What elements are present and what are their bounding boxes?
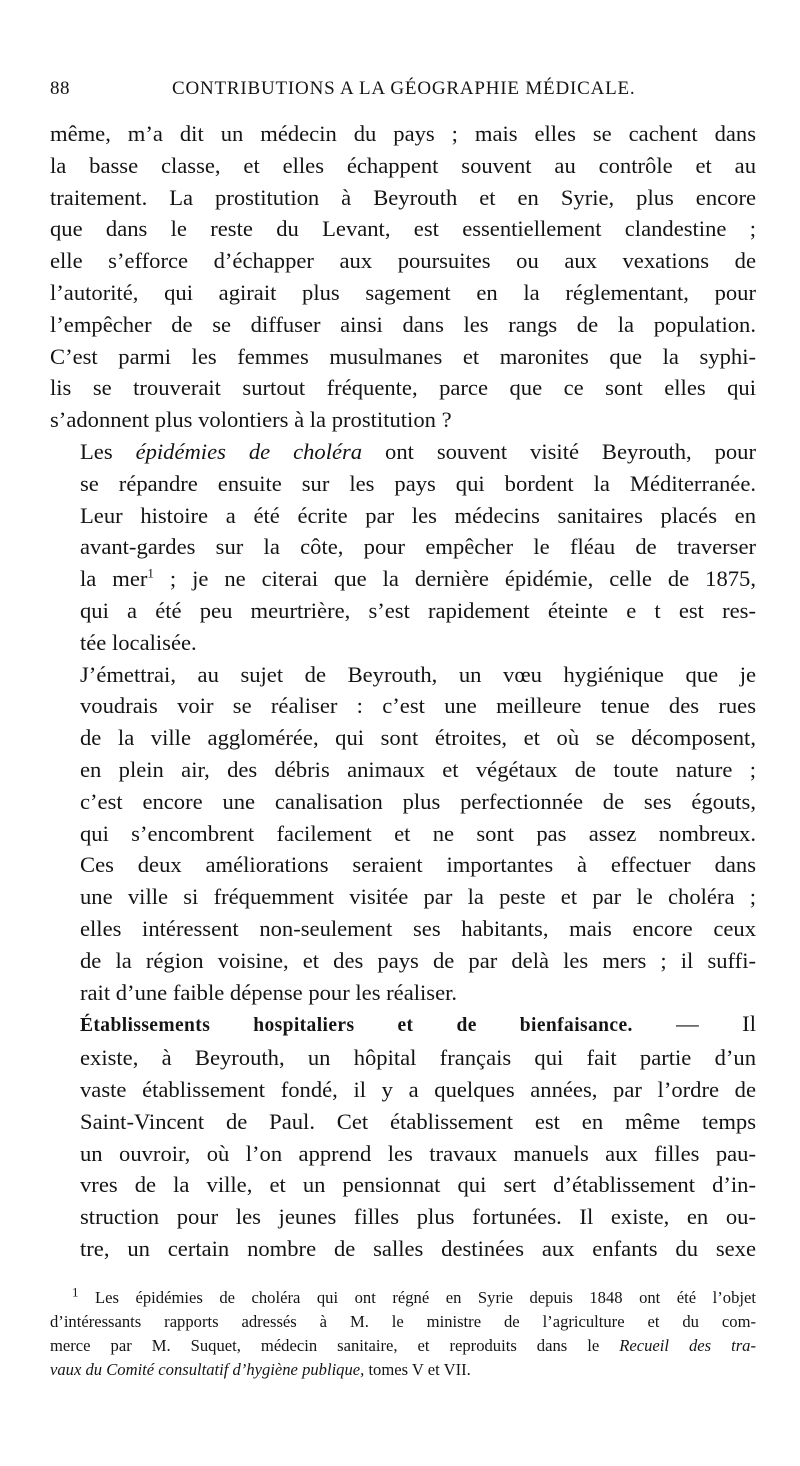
text-line: de la région voisine, et des pays de par delà les mers ; il suffi- — [80, 947, 756, 973]
text-fragment: ont souvent visité Beyrouth, pour — [362, 438, 757, 464]
text-line: lis se trouverait surtout fréquente, parce que ce sont elles qui — [50, 375, 756, 401]
page-number: 88 — [50, 78, 70, 99]
text-line — [50, 1008, 756, 1042]
paragraph-establishments — [50, 1008, 756, 1264]
text-line: la basse classe, et elles échappent souvent au contrôle et au — [50, 152, 756, 178]
footnote-line: d’intéressants rapports adressés à M. le ministre de l’agriculture et du com- — [50, 1312, 756, 1331]
text-line: voudrais voir se réaliser : c’est une meilleure tenue des rues — [80, 693, 756, 719]
text-line: un ouvroir, où l’on apprend les travaux manuels aux filles pau- — [80, 1140, 756, 1166]
text-line: que dans le reste du Levant, est essentiellement clandestine ; — [50, 216, 756, 242]
text-line: Ces deux améliorations seraient importantes à effectuer dans — [80, 852, 756, 878]
running-head — [50, 74, 756, 104]
footnote — [50, 1286, 756, 1382]
italic-citation: vaux du Comité consultatif d’hygiène publique, — [50, 1360, 365, 1379]
text-line: se répandre ensuite sur les pays qui bordent la Méditerranée. — [80, 470, 756, 496]
footnote-marker: 1 — [72, 1284, 79, 1300]
text-fragment: tomes V et VII. — [364, 1360, 471, 1379]
text-fragment: — Il — [632, 1011, 756, 1037]
text-line: tre, un certain nombre de salles destinées aux enfants du sexe — [80, 1235, 756, 1261]
text-line: J’émettrai, au sujet de Beyrouth, un vœu hygiénique que je — [80, 661, 756, 687]
text-line: même, m’a dit un médecin du pays ; mais elles se cachent dans — [50, 121, 756, 146]
footnote-line — [50, 1286, 756, 1310]
footnote-reference[interactable]: 1 — [147, 565, 154, 581]
paragraph-cholera — [50, 436, 756, 659]
text-fragment: Les épidémies de choléra qui ont régné en Syrie depuis 1848 ont été l’objet — [78, 1288, 756, 1307]
paragraph-prostitution — [50, 118, 756, 436]
paragraph-hygiene — [50, 659, 756, 1009]
text-line: en plein air, des débris animaux et végétaux de toute nature ; — [80, 756, 756, 782]
text-line: existe, à Beyrouth, un hôpital français qui fait partie d’un — [80, 1045, 756, 1071]
text-line: vres de la ville, et un pensionnat qui sert d’établissement d’in- — [80, 1172, 756, 1198]
text-line: tée localisée. — [80, 629, 197, 655]
body-text — [50, 118, 756, 1265]
text-fragment: merce par M. Suquet, médecin sanitaire, et reproduits dans le — [50, 1336, 620, 1355]
text-fragment: Les — [80, 438, 136, 464]
text-line: de la ville agglomérée, qui sont étroites, et où se décomposent, — [80, 725, 756, 751]
running-title: CONTRIBUTIONS A LA GÉOGRAPHIE MÉDICALE. — [172, 78, 636, 99]
text-line: traitement. La prostitution à Beyrouth et en Syrie, plus encore — [50, 184, 756, 210]
text-line: une ville si fréquemment visitée par la peste et par le choléra ; — [80, 884, 756, 910]
text-line: rait d’une faible dépense pour les réaliser. — [80, 979, 458, 1005]
text-line: l’autorité, qui agirait plus sagement en la réglementant, pour — [50, 279, 756, 305]
text-line: elle s’efforce d’échapper aux poursuites ou aux vexations de — [50, 248, 756, 274]
text-fragment: la mer — [80, 566, 148, 592]
text-line — [50, 436, 756, 468]
text-line: qui s’encombrent facilement et ne sont pas assez nombreux. — [80, 820, 756, 846]
italic-term-cholera: épidémies de choléra — [135, 438, 363, 464]
text-line: struction pour les jeunes filles plus fortunées. Il existe, en ou- — [80, 1204, 756, 1230]
italic-citation: Recueil des tra- — [619, 1336, 757, 1355]
text-line: avant-gardes sur la côte, pour empêcher le fléau de traverser — [80, 534, 756, 560]
text-line: elles intéressent non-seulement ses habitants, mais encore ceux — [80, 915, 756, 941]
footnote-line — [50, 1334, 756, 1358]
text-line: c’est encore une canalisation plus perfectionnée de ses égouts, — [80, 788, 756, 814]
text-line: C’est parmi les femmes musulmanes et maronites que la syphi- — [50, 343, 756, 369]
text-line: vaste établissement fondé, il y a quelques années, par l’ordre de — [80, 1076, 756, 1102]
text-line: l’empêcher de se diffuser ainsi dans les rangs de la population. — [50, 311, 756, 337]
book-page — [50, 74, 756, 1265]
text-line: qui a été peu meurtrière, s’est rapidement éteinte e t est res- — [80, 597, 756, 623]
footnote-line — [50, 1358, 756, 1382]
text-line: s’adonnent plus volontiers à la prostitution ? — [50, 407, 452, 433]
text-fragment: ; je ne citerai que la dernière épidémie, celle de 1875, — [153, 566, 756, 592]
section-heading: Établissements hospitaliers et de bienfaisance. — [80, 1015, 633, 1037]
text-line: Leur histoire a été écrite par les médecins sanitaires placés en — [80, 502, 756, 528]
text-line: Saint-Vincent de Paul. Cet établissement est en même temps — [80, 1108, 756, 1134]
text-line — [50, 563, 756, 595]
